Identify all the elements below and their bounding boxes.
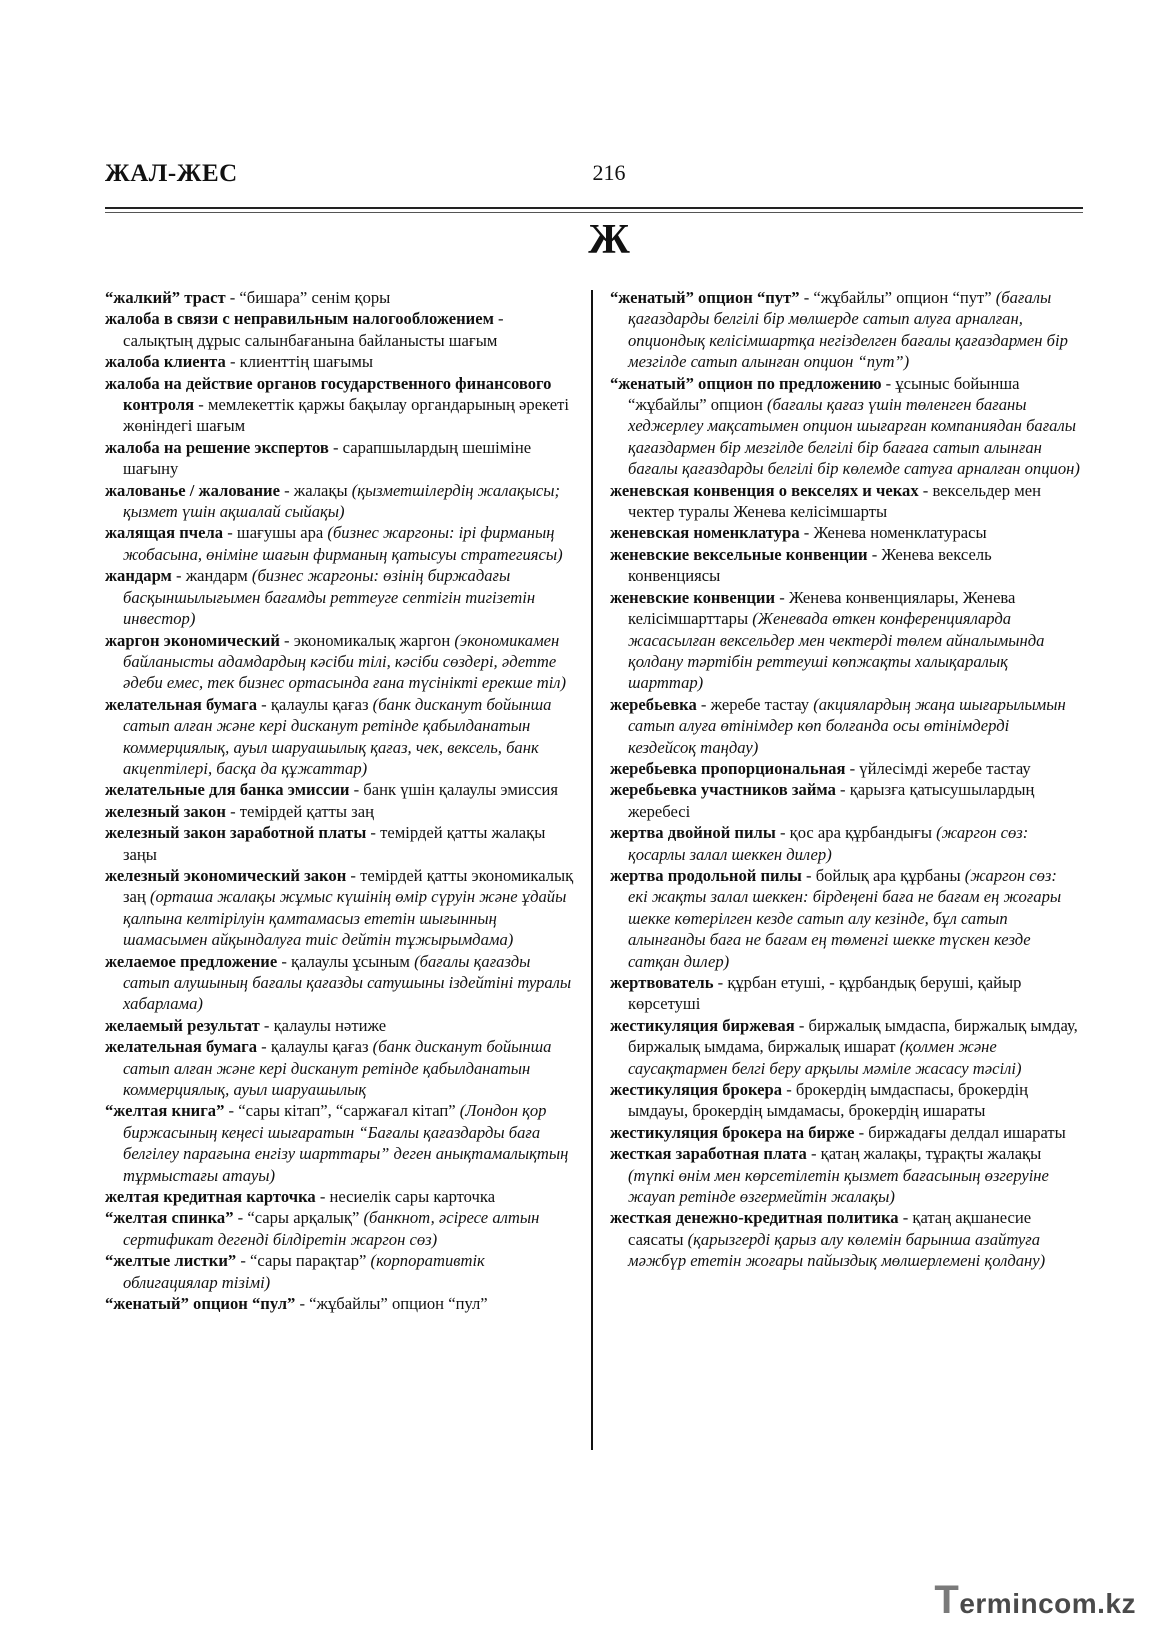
- entry-definition: - “бишара” сенім қоры: [225, 288, 391, 307]
- entry-term: жесткая заработная плата: [610, 1144, 807, 1164]
- entry-definition: - үйлесімді жеребе тастау: [845, 758, 1031, 778]
- entry-note: (бағалы қағаздарды белгілі бір мөлшерде сатып алуға арналған, опциондық келісімшартқа негізделген бағалы қағаздармен бір мезгілде сатып алынған опцион “пут”): [628, 288, 1068, 372]
- dictionary-entry: [610, 865, 1080, 972]
- entry-definition: - несиелік сары карточка: [315, 1187, 496, 1207]
- dictionary-entry: [105, 1250, 575, 1293]
- entry-definition: - жеребе тастау: [696, 694, 814, 714]
- entry-definition: - қалаулы нәтиже: [259, 1015, 387, 1035]
- entry-definition: - “сары парақтар”: [236, 1251, 371, 1271]
- entry-definition: - ұсыныс бойынша “жұбайлы” опцион: [628, 373, 1020, 415]
- entry-definition: - темірдей қатты жалақы заңы: [123, 823, 546, 864]
- entry-term: жеребьевка пропорциональная: [610, 758, 846, 778]
- entry-definition: - қалаулы қағаз: [257, 1037, 373, 1057]
- entry-note: (жаргон сөз: қосарлы залал шеккен дилер): [628, 823, 1029, 864]
- entry-term: женевская номенклатура: [610, 523, 800, 543]
- entry-definition: - мемлекеттік қаржы бақылау органдарының әрекеті жөніндегі шағым: [123, 395, 569, 436]
- dictionary-entry: [105, 1036, 575, 1100]
- entry-note: (жаргон сөз: екі жақты залал шеккен: бірдеңені баға не бағам ең жоғары шекке көтерілген кезде сатып алу кезінде, бұл сатып алынғанды баға не бағам ең төменгі шекке түскен кезде сатқан дилер): [628, 865, 1062, 971]
- entry-term: жалованье / жалование: [105, 480, 280, 500]
- entry-note: (бизнес жаргоны: өзінің биржадағы басқыншылығымен бағамды реттеуге септігін тигізетін инвестор): [123, 566, 536, 629]
- dictionary-entry: [105, 630, 575, 694]
- entry-term: жертва продольной пилы: [610, 865, 802, 885]
- entry-definition: - бойлық ара құрбаны: [801, 865, 965, 885]
- dictionary-entry: [105, 437, 575, 480]
- entry-definition: - брокердің ымдаспасы, брокердің ымдауы, брокердің ымдамасы, брокердің ишараты: [628, 1080, 1029, 1121]
- entry-definition: - салықтың дұрыс салынбағанына байланысты шағым: [123, 309, 504, 350]
- entry-term: “женатый” опцион “пул”: [105, 1294, 296, 1314]
- dictionary-entry: [105, 694, 575, 780]
- entry-term: “жалкий” траст: [105, 288, 226, 307]
- entry-note: (банк дисканут бойынша сатып алған және кері дисканут ретінде қабылданатын коммерциялық, ауыл шаруашылық қағаз, чек, вексель, банк акцептілері, басқа да құжаттар): [123, 694, 552, 778]
- entry-term: “женатый” опцион “пут”: [610, 288, 800, 307]
- entry-definition: - жалақы: [279, 480, 352, 500]
- entry-term: жестикуляция брокера на бирже: [610, 1122, 855, 1142]
- entry-definition: - шағушы ара: [223, 523, 328, 543]
- entry-note: (акциялардың жаңа шығарылымын сатып алуға өтінімдер көп болғанда осы өтінімдерді кездейсоқ таңдау): [628, 694, 1066, 757]
- entry-term: жандарм: [105, 566, 172, 586]
- entry-term: желательная бумага: [105, 1037, 258, 1057]
- dictionary-entry: [610, 1079, 1080, 1122]
- dictionary-entry: [105, 1100, 575, 1186]
- entry-definition: - “жұбайлы” опцион “пул”: [295, 1294, 488, 1314]
- header-rule-thick: [105, 207, 1083, 209]
- entry-term: жалоба клиента: [105, 352, 226, 372]
- entry-term: железный закон: [105, 801, 226, 821]
- dictionary-entry: [105, 373, 575, 437]
- entry-term: железный экономический закон: [105, 865, 347, 885]
- entry-definition: - қатаң ақшанесие саясаты: [628, 1208, 1032, 1249]
- dictionary-entry: [610, 1015, 1080, 1079]
- watermark-initial: T: [934, 1578, 960, 1622]
- entry-definition: - қалаулы қағаз: [257, 694, 373, 714]
- entry-term: жестикуляция брокера: [610, 1080, 783, 1100]
- dictionary-entry: [105, 801, 575, 822]
- entry-note: (қызметшілердің жалақысы; қызмет үшін ақшалай сыйақы): [123, 480, 561, 522]
- column-divider: [591, 290, 593, 1450]
- entry-term: железный закон заработной платы: [105, 823, 367, 843]
- dictionary-entry: [105, 779, 575, 800]
- entry-definition: - биржадағы делдал ишараты: [854, 1122, 1066, 1142]
- dictionary-entry: [105, 1186, 575, 1207]
- entry-definition: - қатаң жалақы, тұрақты жалақы: [806, 1144, 1042, 1164]
- entry-note: (бизнес жаргоны: ірі фирманың жобасына, өніміне шағын фирманың қатысуы стратегиясы): [123, 523, 563, 564]
- entry-term: желтая кредитная карточка: [105, 1187, 316, 1207]
- entry-note: (қолмен және саусақтармен белгі беру арқылы мәміле жасасу тәсілі): [628, 1037, 1022, 1078]
- entry-note: (экономикамен байланысты адамдардың кәсіби тілі, кәсіби сөздері, әдетте әдеби емес, тек бизнес ортасында ғана түсінікті ерекше тіл): [123, 630, 567, 693]
- entry-definition: - биржалық ымдаспа, биржалық ымдау, биржалық ымдама, биржалық ишарат: [628, 1015, 1078, 1057]
- entry-term: жертвователь: [610, 973, 714, 992]
- dictionary-entry: [610, 522, 1080, 543]
- dictionary-entry: [610, 822, 1080, 865]
- entry-note: (орташа жалақы жұмыс күшінің өмір сүруін және ұдайы қалпына келтірілуін қамтамасыз ететін шығынның шамасымен айқындалуға тиіс дейтін тұжырымдама): [123, 887, 567, 950]
- dictionary-entry: [610, 1122, 1080, 1143]
- dictionary-entry: [610, 373, 1080, 480]
- header-rule-thin: [105, 212, 1083, 213]
- entry-note: (бағалы қағаз үшін төленген бағаны хеджерлеу мақсатымен опцион шығарған компаниядан бағалы қағаздармен бір мезгілде белгілі бір бағаға сатып алынған бағалы қағаздарды белгілі бір көлемде сатуға арналған опцион): [628, 395, 1080, 479]
- section-letter: Ж: [588, 217, 630, 263]
- entry-term: “женатый” опцион по предложению: [610, 373, 882, 393]
- dictionary-entry: [105, 865, 575, 951]
- dictionary-entry: [105, 351, 575, 372]
- dictionary-entry: [610, 287, 1080, 373]
- entry-definition: - клиенттің шағымы: [225, 352, 374, 372]
- entry-definition: - темірдей қатты заң: [225, 801, 374, 821]
- entry-definition: - жандарм: [171, 566, 252, 586]
- dictionary-entry: [610, 587, 1080, 694]
- entry-definition: - вексельдер мен чектер туралы Женева келісімшарты: [628, 480, 1041, 522]
- entry-definition: - қос ара құрбандығы: [775, 823, 937, 843]
- entry-note: (түпкі өнім мен көрсетілетін қызмет бағасының өзгеруіне жауап ретінде өзгермейтін жалақы): [628, 1165, 1049, 1207]
- entry-definition: - Женева вексель конвенциясы: [628, 544, 992, 586]
- entry-definition: - “сары кітап”, “саржағал кітап”: [224, 1101, 460, 1121]
- header-title: ЖАЛ-ЖЕС: [105, 160, 238, 187]
- dictionary-entry: [610, 1143, 1080, 1207]
- dictionary-entry: [105, 287, 575, 308]
- entry-definition: - “сары арқалық”: [233, 1208, 364, 1228]
- entry-definition: - қалаулы ұсыным: [277, 951, 415, 971]
- entry-term: желательные для банка эмиссии: [105, 780, 350, 800]
- dictionary-entry: [610, 972, 1080, 1015]
- dictionary-entry: [105, 951, 575, 1015]
- dictionary-entry: [610, 1207, 1080, 1271]
- site-watermark: [934, 1578, 1136, 1623]
- entry-term: женевские конвенции: [610, 587, 776, 607]
- dictionary-entry: [610, 694, 1080, 758]
- entry-term: жалящая пчела: [105, 523, 224, 543]
- entry-note: (банк дисканут бойынша сатып алған және кері дисканут ретінде қабылданатын коммерциялық, ауыл шаруашылық: [123, 1037, 552, 1100]
- entry-definition: - банк үшін қалаулы эмиссия: [349, 780, 559, 800]
- dictionary-entry: [610, 758, 1080, 779]
- dictionary-entry: [610, 544, 1080, 587]
- entry-definition: - сарапшылардың шешіміне шағыну: [123, 437, 532, 479]
- entry-note: (қарызгерді қарыз алу көлемін барынша азайтуға мәжбүр ететін жоғары пайыздық мөлшерлемені қолдану): [628, 1229, 1046, 1271]
- dictionary-entry: [105, 822, 575, 865]
- left-column: [105, 287, 575, 1315]
- entry-term: “желтая книга”: [105, 1101, 225, 1121]
- dictionary-entry: [105, 308, 575, 351]
- entry-term: “желтые листки”: [105, 1251, 237, 1271]
- entry-note: (Лондон қор биржасының кеңесі шығаратын “Бағалы қағаздарды баға белгілеу парағына енгізу шарттары” деген анықтамалықтың тұрмыстағы атауы): [123, 1101, 569, 1185]
- entry-term: желаемый результат: [105, 1015, 260, 1035]
- entry-term: “желтая спинка”: [105, 1208, 234, 1228]
- page-number: 216: [592, 160, 626, 185]
- entry-term: женевские вексельные конвенции: [610, 544, 868, 564]
- entry-term: жесткая денежно-кредитная политика: [610, 1208, 899, 1228]
- entry-term: жеребьевка участников займа: [610, 780, 836, 800]
- dictionary-entry: [105, 1293, 575, 1314]
- dictionary-entry: [105, 522, 575, 565]
- entry-term: желаемое предложение: [105, 951, 278, 971]
- dictionary-entry: [610, 480, 1080, 523]
- entry-definition: - экономикалық жаргон: [279, 630, 455, 650]
- entry-note: (бағалы қағазды сатып алушының бағалы қағазды сатушыны іздейтіні туралы хабарлама): [123, 951, 572, 1014]
- entry-definition: - темірдей қатты экономикалық заң: [123, 865, 574, 907]
- entry-term: жалоба на решение экспертов: [105, 437, 329, 457]
- entry-term: жаргон экономический: [105, 630, 280, 650]
- dictionary-entry: [105, 1207, 575, 1250]
- right-column: [610, 287, 1080, 1272]
- entry-definition: - Женева номенклатурасы: [799, 523, 987, 543]
- entry-term: жестикуляция биржевая: [610, 1015, 795, 1035]
- dictionary-entry: [105, 1015, 575, 1036]
- entry-term: жеребьевка: [610, 694, 697, 714]
- entry-term: жертва двойной пилы: [610, 823, 776, 843]
- watermark-rest: ermincom.kz: [959, 1588, 1136, 1619]
- dictionary-entry: [610, 779, 1080, 822]
- entry-definition: - “жұбайлы” опцион “пут”: [799, 288, 996, 307]
- entry-term: женевская конвенция о векселях и чеках: [610, 480, 919, 500]
- entry-note: (корпоративтік облигациялар тізімі): [123, 1251, 485, 1292]
- entry-note: (банкнот, әсіресе алтын сертификат дегенді білдіретін жаргон сөз): [123, 1208, 540, 1249]
- entry-definition: - қарызға қатысушылардың жеребесі: [628, 780, 1035, 821]
- entry-definition: - Женева конвенциялары, Женева келісімшарттары: [628, 587, 1016, 629]
- entry-definition: - құрбан етуші, - құрбандық беруші, қайыр көрсетуші: [628, 973, 1022, 1014]
- entry-note: (Женевада өткен конференцияларда жасасылған вексельдер мен чектерді төлем айналымында қолдану тәртібін реттеуші көпжақты халықаралық шарттар): [628, 609, 1045, 693]
- entry-term: жалоба на действие органов государственного финансового контроля: [105, 373, 552, 415]
- entry-term: жалоба в связи с неправильным налогообложением: [105, 309, 494, 329]
- dictionary-entry: [105, 480, 575, 523]
- entry-term: желательная бумага: [105, 694, 258, 714]
- dictionary-entry: [105, 565, 575, 629]
